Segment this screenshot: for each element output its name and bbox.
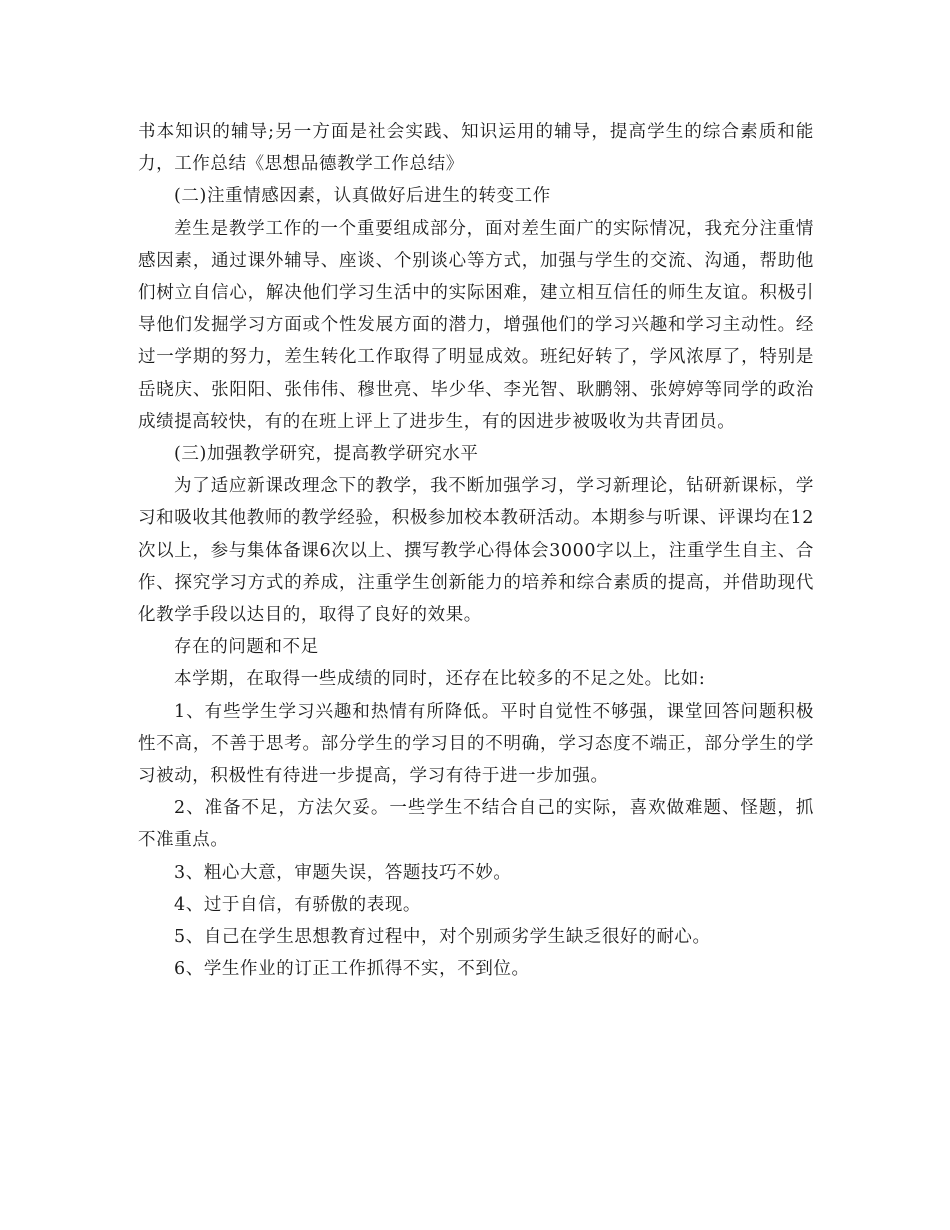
paragraph-problems-intro: 本学期，在取得一些成绩的同时，还存在比较多的不足之处。比如:	[174, 669, 706, 690]
section-heading-2: (二)注重情感因素，认真做好后进生的转变工作	[174, 186, 551, 207]
paragraph-continuation: 书本知识的辅导;另一方面是社会实践、知识运用的辅导，提高学生的综合素质和能力，工作总结《思想品德教学工作总结》	[138, 122, 814, 175]
list-item-6: 6、学生作业的订正工作抓得不实，不到位。	[174, 959, 530, 980]
section-heading-3: (三)加强教学研究，提高教学研究水平	[174, 444, 479, 465]
document-body	[138, 116, 814, 985]
list-item-4: 4、过于自信，有骄傲的表现。	[174, 894, 422, 915]
paragraph-underachievers: 差生是教学工作的一个重要组成部分，面对差生面广的实际情况，我充分注重情感因素，通过课外辅导、座谈、个别谈心等方式，加强与学生的交流、沟通，帮助他们树立自信心，解决他们学习生活中的实际困难，建立相互信任的师生友谊。积极引导他们发掘学习方面或个性发展方面的潜力，增强他们的学习兴趣和学习主动性。经过一学期的努力，差生转化工作取得了明显成效。班纪好转了，学风浓厚了，特别是岳晓庆、张阳阳、张伟伟、穆世亮、毕少华、李光智、耿鹏翎、张婷婷等同学的政治成绩提高较快，有的在班上评上了进步生，有的因进步被吸收为共青团员。	[138, 218, 814, 432]
list-item-3: 3、粗心大意，审题失误，答题技巧不妙。	[174, 862, 512, 883]
list-item-1: 1、有些学生学习兴趣和热情有所降低。平时自觉性不够强，课堂回答问题积极性不高，不善于思考。部分学生的学习目的不明确，学习态度不端正，部分学生的学习被动，积极性有待进一步提高，学习有待于进一步加强。	[138, 701, 814, 787]
list-item-2: 2、准备不足，方法欠妥。一些学生不结合自己的实际，喜欢做难题、怪题，抓不准重点。	[138, 798, 814, 851]
list-item-5: 5、自己在学生思想教育过程中，对个别顽劣学生缺乏很好的耐心。	[174, 927, 711, 948]
section-heading-problems: 存在的问题和不足	[174, 637, 319, 658]
paragraph-teaching-research: 为了适应新课改理念下的教学，我不断加强学习，学习新理论，钻研新课标，学习和吸收其他教师的教学经验，积极参加校本教研活动。本期参与听课、评课均在12次以上，参与集体备课6次以上、撰写教学心得体会3000字以上，注重学生自主、合作、探究学习方式的养成，注重学生创新能力的培养和综合素质的提高，并借助现代化教学手段以达目的，取得了良好的效果。	[138, 476, 814, 626]
